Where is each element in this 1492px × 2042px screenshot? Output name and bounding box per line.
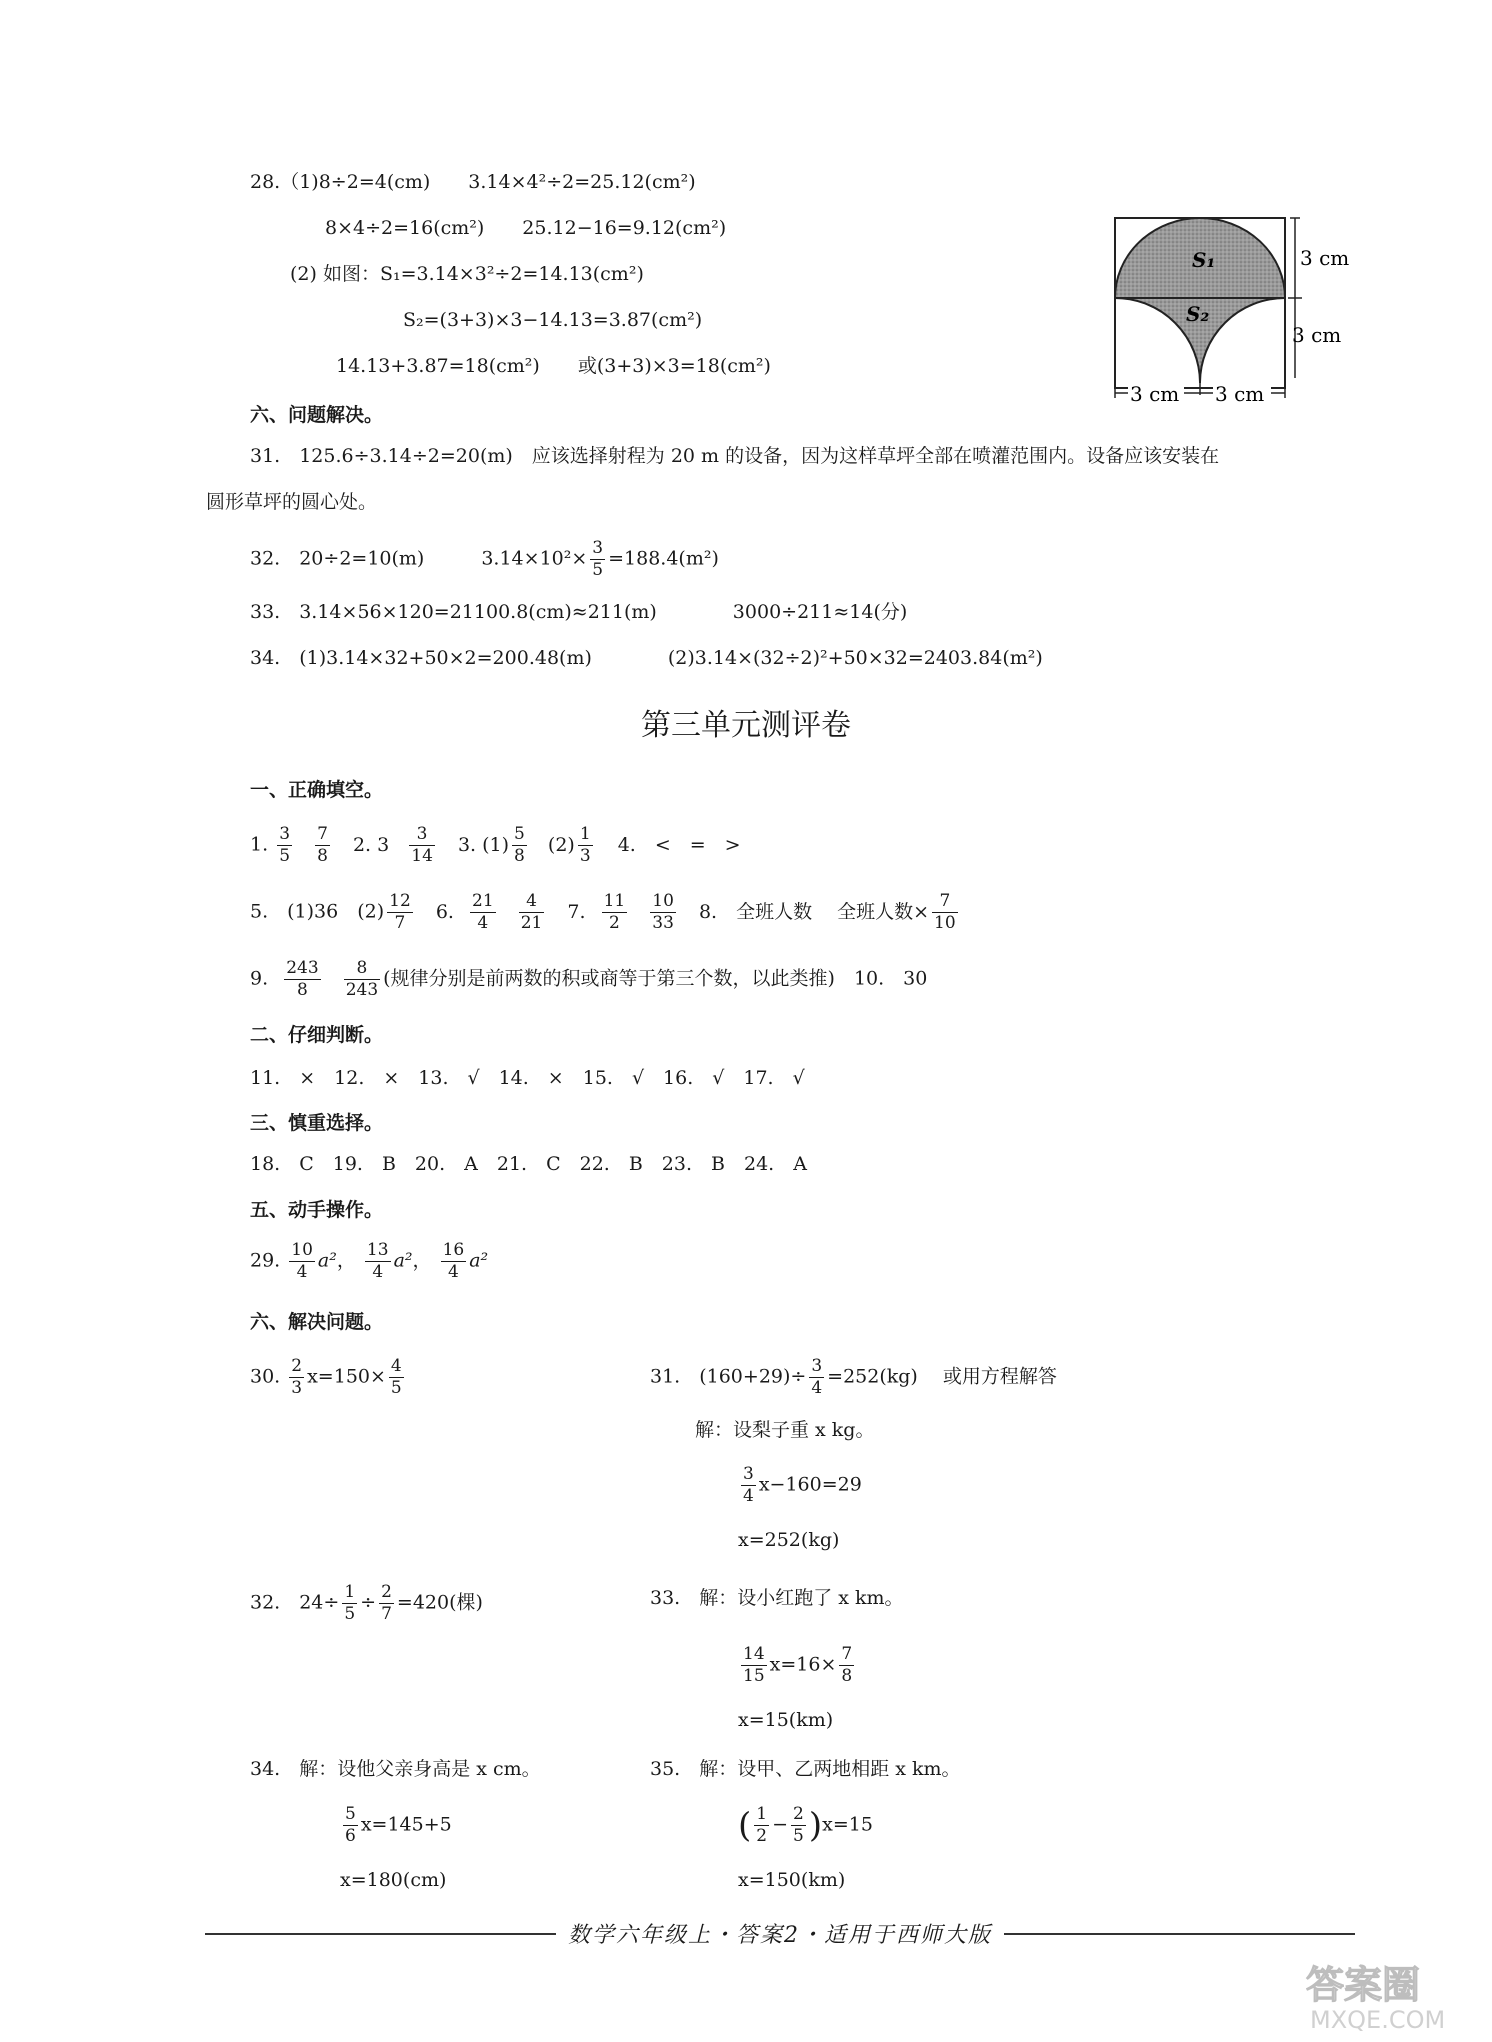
fraction: $\frac{243}{8}$ (286, 958, 319, 1000)
q33b-line3: x=15(km) (738, 1709, 834, 1731)
label-s2: S₂ (1186, 302, 1210, 326)
q31b-line4: x=252(kg) (738, 1529, 840, 1551)
q30-line: 30. $\frac{2}{3}$ x=150× $\frac{4}{5}$ (250, 1356, 402, 1398)
fraction: $\frac{4}{21}$ (520, 891, 543, 933)
label-w2: 3 cm (1215, 382, 1265, 405)
section-heading-solve: 六、解决问题。 (250, 1311, 384, 1333)
section-heading-problem-solving: 六、问题解决。 (250, 404, 384, 426)
q31b-line2: 解：设梨子重 x kg。 (695, 1419, 875, 1441)
q31b-line1: 31. (160+29)÷ $\frac{3}{4}$ =252(kg) 或用方程解答 (650, 1356, 1057, 1398)
q33b-line1: 33. 解：设小红跑了 x km。 (650, 1587, 904, 1609)
fraction: $\frac{8}{243}$ (345, 958, 379, 1000)
q31b-line3: $\frac{3}{4}$ x−160=29 (743, 1464, 862, 1506)
fraction: $\frac{1}{3}$ (579, 824, 591, 866)
judge-answers: 11. × 12. × 13. √ 14. × 15. √ 16. √ 17. √ (250, 1067, 805, 1089)
fraction: $\frac{13}{4}$ (366, 1240, 389, 1282)
fill-row-3: 9. $\frac{243}{8}$ $\frac{8}{243}$ (规律分别是前两数的积或商等于第三个数，以此类推) 10. 30 (250, 958, 928, 1000)
fraction: $\frac{1}{5}$ (344, 1582, 356, 1624)
choose-answers: 18. C 19. B 20. A 21. C 22. B 23. B 24. A (250, 1153, 807, 1175)
q28-line1: 28.（1)8÷2=4(cm) 3.14×4²÷2=25.12(cm²) (250, 171, 696, 193)
fill-row-1: 1. $\frac{3}{5}$ $\frac{7}{8}$ 2. 3 $\frac{3}{14}$ 3. (1) $\frac{5}{8}$ (2) $\frac{1}{3}$ 4. < = > (250, 824, 741, 866)
fraction: $\frac{3}{14}$ (411, 824, 433, 866)
fraction: $\frac{21}{4}$ (472, 891, 494, 933)
q35-line2: ( $\frac{1}{2}$ − $\frac{2}{5}$ )x=15 (738, 1804, 873, 1846)
q34-line: 34. (1)3.14×32+50×2=200.48(m) (2)3.14×(32÷2)²+50×32=2403.84(m²) (250, 647, 1043, 669)
q28-line2: 8×4÷2=16(cm²) 25.12−16=9.12(cm²) (325, 217, 727, 239)
section-heading-judge: 二、仔细判断。 (250, 1024, 384, 1046)
page-footer (205, 1918, 1355, 1948)
q32-line (250, 540, 719, 579)
q29-line: 29. $\frac{10}{4}$ a²， $\frac{13}{4}$ a²， $\frac{16}{4}$ a² (250, 1240, 489, 1282)
label-s1: S₁ (1192, 248, 1216, 272)
svg-text:MXQE.COM: MXQE.COM (1310, 2006, 1446, 2034)
fraction: $\frac{7}{8}$ (841, 1644, 853, 1686)
q34b-line1: 34. 解：设他父亲身高是 x cm。 (250, 1758, 541, 1780)
q32b-line: 32. 24÷ $\frac{1}{5}$ ÷ $\frac{2}{7}$ =420(棵) (250, 1582, 483, 1624)
fraction: $\frac{4}{5}$ (390, 1356, 402, 1398)
fraction: $\frac{2}{5}$ (793, 1804, 804, 1846)
q33-line: 33. 3.14×56×120=21100.8(cm)≈211(m) 3000÷211≈14(分) (250, 601, 908, 623)
fraction: $\frac{16}{4}$ (442, 1240, 465, 1282)
fraction: $\frac{10}{33}$ (652, 891, 674, 933)
fraction: $\frac{7}{10}$ (934, 891, 956, 933)
q31-line1: 31. 125.6÷3.14÷2=20(m) 应该选择射程为 20 m 的设备，因为这样草坪全部在喷灌范围内。设备应该安装在 (250, 445, 1220, 467)
q28-line5: 14.13+3.87=18(cm²) 或(3+3)×3=18(cm²) (336, 355, 771, 377)
watermark-logo (1302, 1958, 1482, 2036)
q34b-line3: x=180(cm) (340, 1869, 447, 1891)
fraction: $\frac{3}{5}$ (279, 824, 291, 866)
label-h2: 3 cm (1292, 323, 1342, 347)
q34b-line2: $\frac{5}{6}$ x=145+5 (345, 1804, 452, 1846)
fraction: $\frac{1}{2}$ (756, 1804, 768, 1846)
fraction: $\frac{2}{3}$ (291, 1356, 303, 1398)
q32-text-pre: 32. 20÷2=10(m) 3.14×10²× (250, 547, 588, 570)
fraction: $\frac{7}{8}$ (317, 824, 328, 866)
q32-text-post: =188.4(m²) (608, 547, 719, 570)
section-heading-choose: 三、慎重选择。 (250, 1112, 384, 1134)
unit-test-title: 第三单元测评卷 (641, 708, 851, 743)
q35-line1: 35. 解：设甲、乙两地相距 x km。 (650, 1758, 961, 1780)
label-w1: 3 cm (1130, 382, 1180, 405)
section-heading-hands-on: 五、动手操作。 (250, 1199, 384, 1221)
fraction: $\frac{5}{6}$ (345, 1804, 356, 1846)
fraction: $\frac{2}{7}$ (381, 1582, 392, 1624)
q31-line2: 圆形草坪的圆心处。 (206, 491, 378, 513)
fraction: $\frac{12}{7}$ (389, 891, 411, 933)
footer-text: 数学六年级上・答案2・适用于西师大版 (556, 1923, 1004, 1948)
fraction: $\frac{5}{8}$ (514, 824, 525, 866)
fraction: $\frac{10}{4}$ (291, 1240, 313, 1282)
q28-line4: S₂=(3+3)×3−14.13=3.87(cm²) (403, 309, 703, 331)
fraction: $\frac{3}{4}$ (743, 1464, 754, 1506)
fraction: $\frac{14}{15}$ (743, 1644, 765, 1686)
q35-line3: x=150(km) (738, 1869, 846, 1891)
section-heading-fill-blanks: 一、正确填空。 (250, 779, 384, 801)
svg-text:答案圈: 答案圈 (1306, 1963, 1421, 2007)
fraction: $\frac{3}{5}$ (592, 538, 604, 580)
fraction: $\frac{11}{2}$ (603, 891, 626, 933)
label-h1: 3 cm (1300, 246, 1350, 270)
q28-line3: (2) 如图：S₁=3.14×3²÷2=14.13(cm²) (290, 263, 644, 285)
q33b-line2: $\frac{14}{15}$ x=16× $\frac{7}{8}$ (743, 1644, 853, 1686)
fill-row-2: 5. (1)36 (2) $\frac{12}{7}$ 6. $\frac{21}{4}$ $\frac{4}{21}$ 7. $\frac{11}{2}$ $\frac{10}{33}$ 8. 全班人数 全班人数× $\frac{7}{10}$ (250, 891, 956, 933)
fraction: $\frac{3}{4}$ (811, 1356, 823, 1398)
shaded-region-figure (1100, 205, 1370, 405)
